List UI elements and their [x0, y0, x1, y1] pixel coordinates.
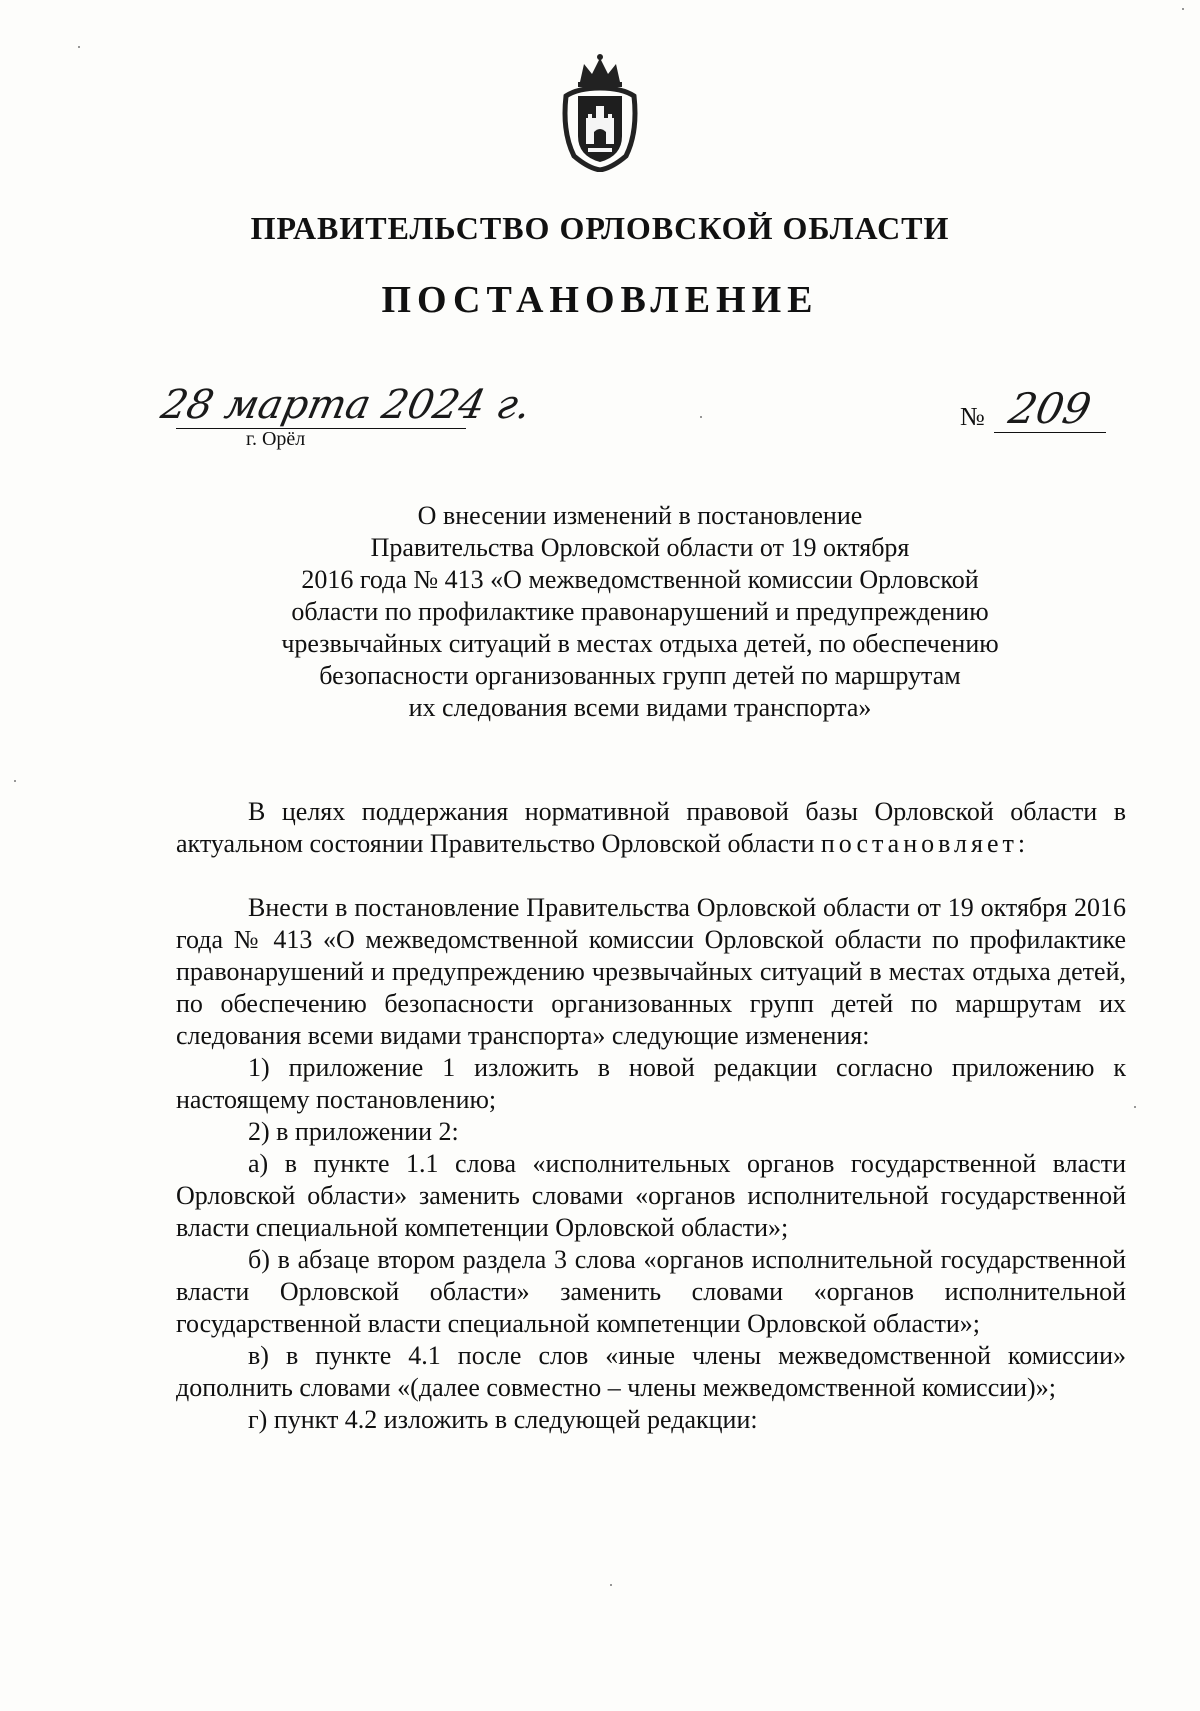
item-2b: б) в абзаце втором раздела 3 слова «органов исполнительной государственной власти Орловской области» заменить словами «органов исполнительной государственной власти специальной компетенции Орловской области»;: [176, 1245, 1126, 1338]
date-underline: [176, 428, 466, 429]
item-1: 1) приложение 1 изложить в новой редакции согласно приложению к настоящему постановлению;: [176, 1053, 1126, 1114]
subject-line: области по профилактике правонарушений и предупреждению: [291, 597, 989, 626]
item-2d: г) пункт 4.2 изложить в следующей редакции:: [248, 1405, 758, 1434]
number-underline: [994, 432, 1106, 433]
item-2a: а) в пункте 1.1 слова «исполнительных органов государственной власти Орловской области» заменить словами «органов исполнительной государственной власти специальной компетенции Орловской области»;: [176, 1149, 1126, 1242]
scan-speck: [1182, 8, 1184, 10]
scan-speck: [700, 416, 702, 418]
city-label: г. Орёл: [246, 428, 306, 450]
coat-of-arms-icon: [552, 52, 648, 172]
body-intro: Внести в постановление Правительства Орловской области от 19 октября 2016 года № 413 «О межведомственной комиссии Орловской области по профилактике правонарушений и предупреждению чрезвычайных ситуаций в местах отдыха детей, по обеспечению безопасности организованных групп детей по маршрутам их следования всеми видами транспорта» следующие изменения:: [176, 893, 1126, 1050]
preamble-paragraph: [176, 796, 1126, 860]
document-subject: [200, 500, 1080, 724]
handwritten-number: 209: [1004, 384, 1096, 433]
scan-speck: [610, 1584, 612, 1586]
preamble-text: В целях поддержания нормативной правовой базы Орловской области в актуальном состоянии Правительство Орловской области: [176, 797, 1126, 858]
subject-line: чрезвычайных ситуаций в местах отдыха детей, по обеспечению: [281, 629, 999, 658]
preamble: [176, 796, 1126, 860]
scan-speck: [1134, 1106, 1136, 1108]
number-label: №: [960, 402, 985, 431]
handwritten-date: 28 марта 2024 г.: [157, 382, 536, 428]
decision-word: постановляет:: [820, 829, 1030, 858]
scan-speck: [14, 780, 16, 782]
subject-line: Правительства Орловской области от 19 октября: [370, 533, 910, 562]
subject-line: О внесении изменений в постановление: [417, 501, 863, 530]
scan-speck: [78, 46, 80, 48]
item-2: 2) в приложении 2:: [248, 1117, 459, 1146]
subject-line: их следования всеми видами транспорта»: [408, 693, 872, 722]
document-body: [176, 892, 1126, 1436]
document-type-title: ПОСТАНОВЛЕНИЕ: [381, 279, 819, 321]
item-2c: в) в пункте 4.1 после слов «иные члены межведомственной комиссии» дополнить словами «(далее совместно – члены межведомственной комиссии)»;: [176, 1341, 1126, 1402]
government-title: ПРАВИТЕЛЬСТВО ОРЛОВСКОЙ ОБЛАСТИ: [250, 210, 950, 246]
subject-line: 2016 года № 413 «О межведомственной комиссии Орловской: [301, 565, 979, 594]
subject-line: безопасности организованных групп детей по маршрутам: [319, 661, 961, 690]
